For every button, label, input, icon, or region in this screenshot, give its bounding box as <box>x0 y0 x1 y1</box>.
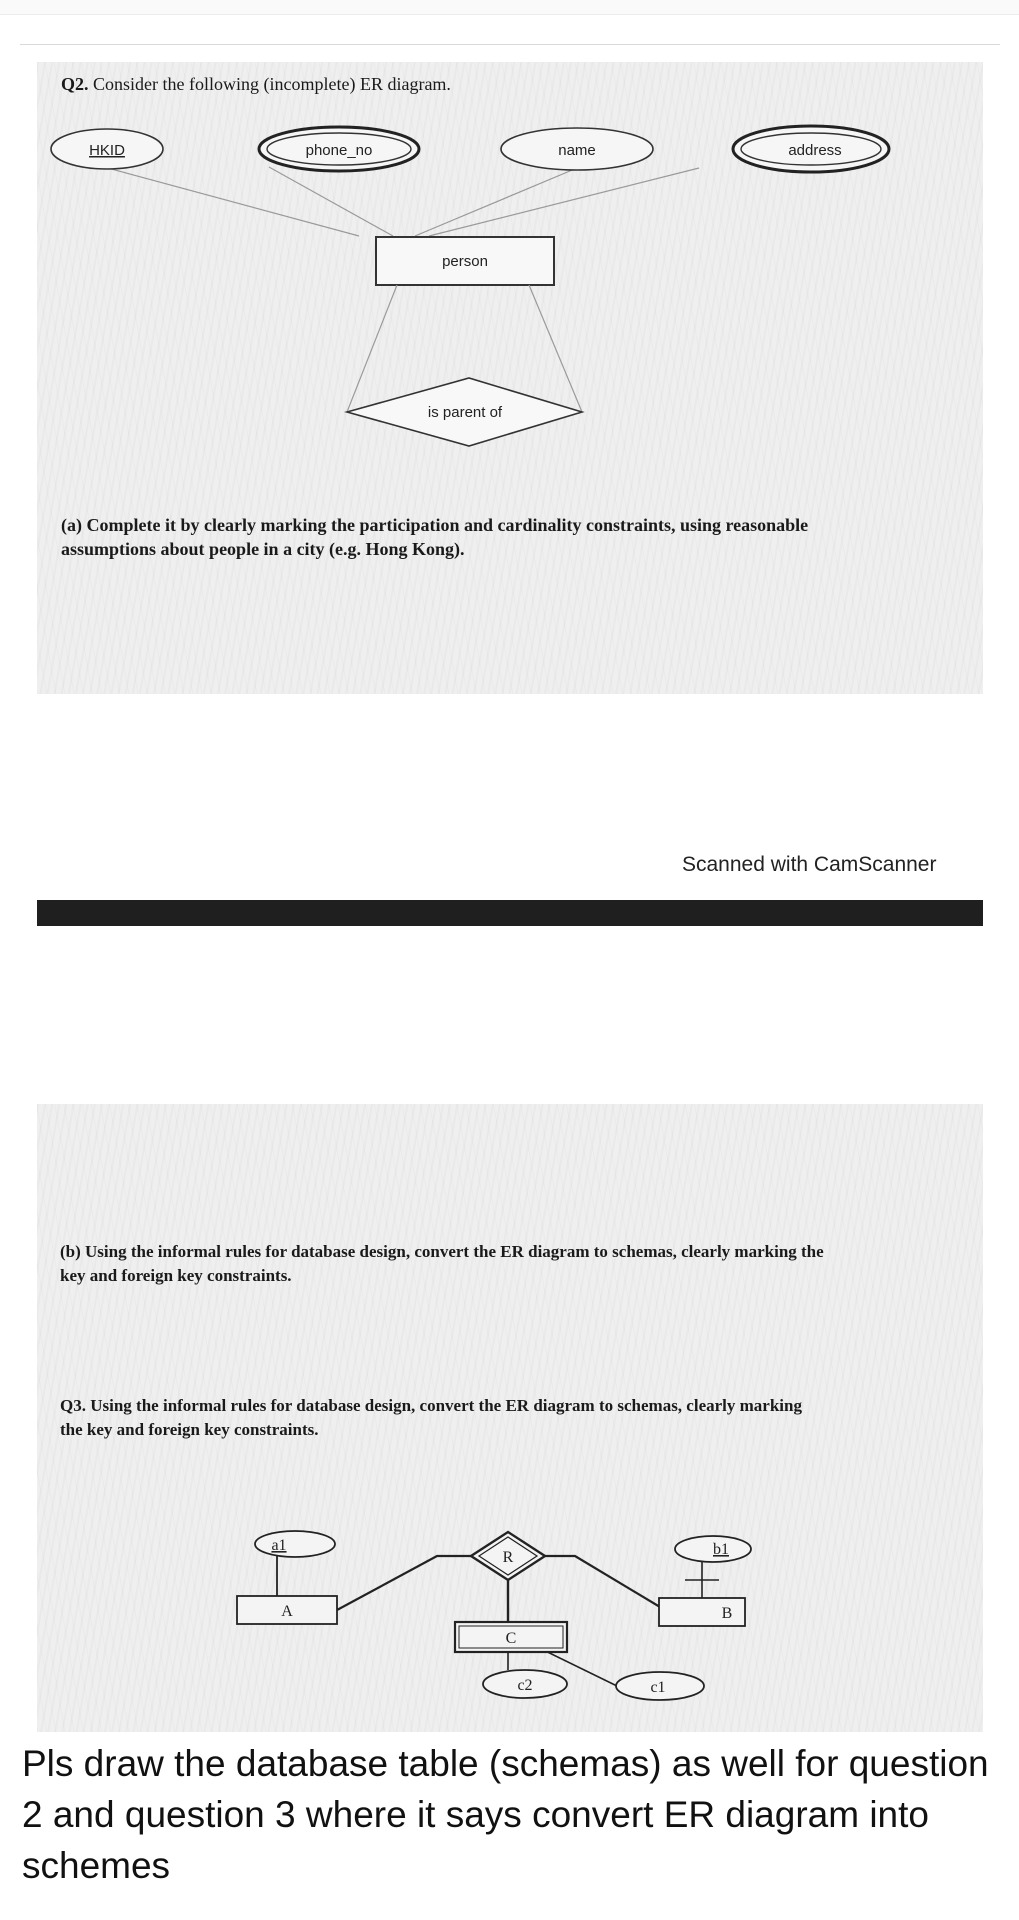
q3-attr-c2-label: c2 <box>517 1677 533 1694</box>
q2-part-b-line1 <box>60 1240 976 1264</box>
q3-er-diagram <box>37 1512 983 1732</box>
q3-entity-a-label: A <box>281 1603 293 1620</box>
camscanner-watermark: Scanned with CamScanner <box>682 853 937 876</box>
q2-er-diagram <box>37 112 983 532</box>
top-app-bar <box>0 0 1019 15</box>
scanned-page-q2 <box>37 62 983 694</box>
question-caption: Pls draw the database table (schemas) as well for question 2 and question 3 where it says convert ER diagram into schemes <box>22 1743 989 1886</box>
attr-name <box>501 128 653 170</box>
attr-hkid-label: HKID <box>89 142 125 159</box>
q3-relationship-r-label: R <box>502 1549 514 1566</box>
q3-attr-a1-label: a1 <box>271 1537 287 1554</box>
phone-link <box>269 167 393 236</box>
rel-link-right <box>529 285 582 412</box>
scanned-page-q3 <box>37 1104 983 1732</box>
q3-entity-c <box>455 1622 567 1652</box>
q3-attr-a1 <box>255 1531 335 1557</box>
q2-title-text: Consider the following (incomplete) ER diagram. <box>93 74 451 94</box>
q2-part-b-line2: key and foreign key constraints. <box>60 1266 292 1285</box>
r-b-link <box>545 1556 665 1610</box>
q3-entity-a <box>237 1596 337 1624</box>
a-r-link <box>337 1556 471 1610</box>
q2-part-b-label: (b) <box>60 1242 81 1261</box>
q3-attr-c2 <box>483 1670 567 1698</box>
entity-person <box>376 237 554 285</box>
q2-part-a-line2: assumptions about people in a city (e.g. Hong Kong). <box>61 539 465 559</box>
q3-entity-b <box>659 1598 745 1626</box>
relationship-is-parent-of <box>347 378 582 446</box>
attr-address-label: address <box>788 142 842 159</box>
attr-hkid <box>51 129 163 169</box>
q2-part-b <box>60 1240 976 1288</box>
q3-title <box>60 1394 976 1442</box>
attr-address <box>733 126 889 172</box>
q3-entity-b-label: B <box>721 1605 733 1622</box>
attr-name-label: name <box>558 142 596 159</box>
hkid-link <box>93 164 359 236</box>
q2-title <box>61 72 451 96</box>
q2-part-a <box>61 513 971 561</box>
relationship-label: is parent of <box>427 404 503 421</box>
page-separator <box>37 900 983 926</box>
q3-title-line2: the key and foreign key constraints. <box>60 1420 319 1439</box>
top-divider <box>20 44 1000 45</box>
q2-part-b-text1: Using the informal rules for database design, convert the ER diagram to schemas, clearly marking the <box>85 1242 824 1261</box>
address-link <box>429 168 699 236</box>
q3-relationship-r <box>471 1532 545 1580</box>
q3-number: Q3. <box>60 1396 86 1415</box>
q3-attr-b1 <box>675 1536 751 1562</box>
attr-phone-no <box>259 127 419 171</box>
q3-attr-b1-label: b1 <box>713 1541 729 1558</box>
rel-link-left <box>347 285 397 412</box>
q3-title-line1 <box>60 1394 976 1418</box>
q3-title-text1: Using the informal rules for database design, convert the ER diagram to schemas, clearly marking <box>90 1396 802 1415</box>
name-link <box>415 168 577 236</box>
q3-entity-c-label: C <box>505 1630 517 1647</box>
entity-person-label: person <box>442 253 488 270</box>
attr-phone-label: phone_no <box>305 142 373 159</box>
q2-part-a-label: (a) <box>61 515 82 535</box>
q3-attr-c1-label: c1 <box>650 1679 666 1696</box>
q2-number: Q2. <box>61 74 89 94</box>
q2-part-a-text1: Complete it by clearly marking the participation and cardinality constraints, using reasonable <box>86 515 809 535</box>
q3-attr-c1 <box>616 1672 704 1700</box>
q2-part-a-line1 <box>61 513 971 537</box>
